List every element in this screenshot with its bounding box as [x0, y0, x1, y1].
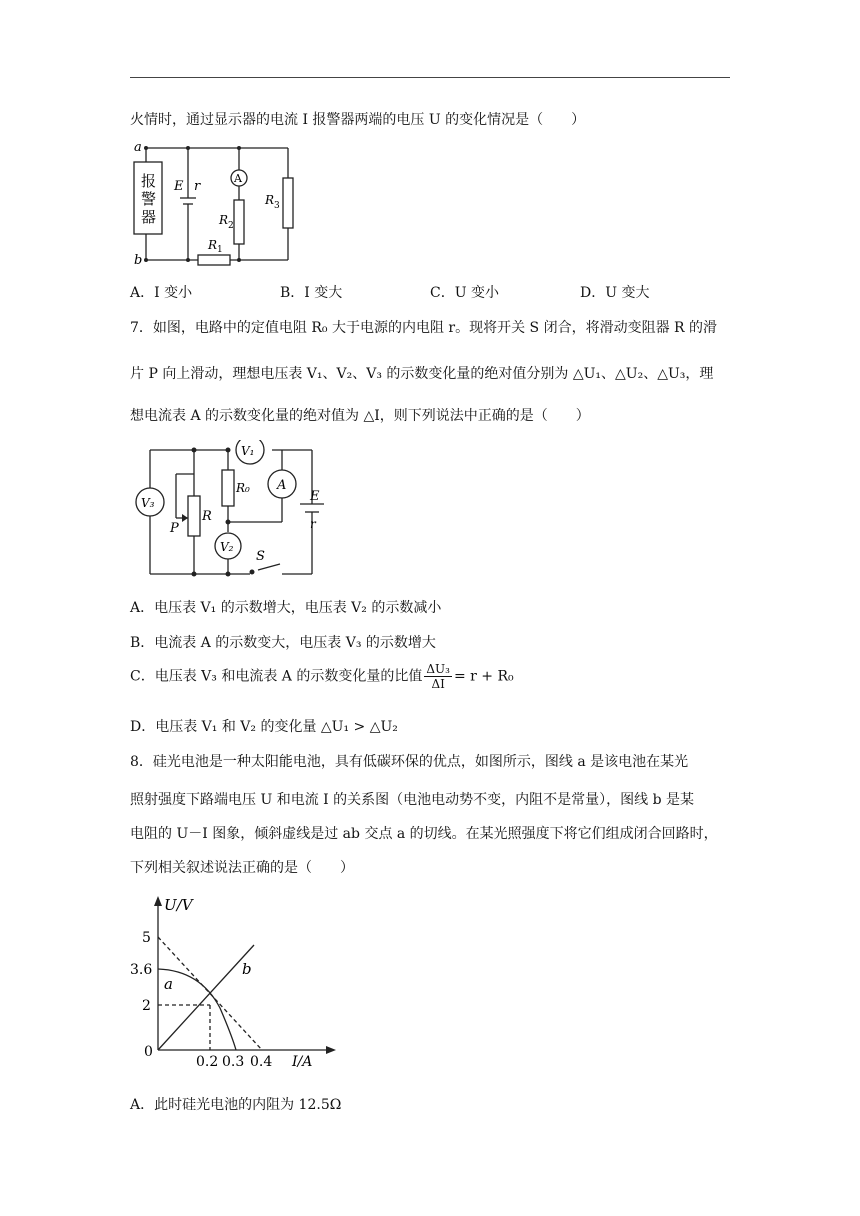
q7-label-R: R [202, 509, 212, 524]
q6-label-R1: R [208, 238, 218, 252]
q7-option-b: B．电流表 A 的示数变大，电压表 V₃ 的示数增大 [130, 635, 436, 651]
q8-y-tick-3-6: 3.6 [130, 962, 153, 978]
q7-stem-line-3: 想电流表 A 的示数变化量的绝对值为 △I，则下列说法中正确的是（ ） [130, 408, 590, 424]
q7-label-R0: R₀ [236, 481, 250, 495]
q7-label-A: A [277, 478, 287, 493]
q7-option-c-numerator: ΔU₃ [426, 662, 450, 676]
q7-label-V2: V₂ [220, 540, 234, 554]
q8-y-tick-2: 2 [142, 998, 151, 1014]
q6-alarm-char-2: 警 [141, 190, 157, 208]
q8-x-tick-0-2: 0.2 [196, 1054, 219, 1070]
q8-stem-line-3: 电阻的 U－I 图象，倾斜虚线是过 ab 交点 a 的切线。在某光照强度下将它们组成闭合回路时， [130, 826, 718, 842]
q6-option-d: D．U 变大 [580, 285, 650, 301]
q6-option-c: C．U 变小 [430, 285, 499, 301]
q8-option-a: A．此时硅光电池的内阻为 12.5Ω [130, 1097, 342, 1113]
q6-alarm-char-3: 器 [141, 208, 157, 226]
q8-origin-label: 0 [144, 1044, 153, 1060]
q6-option-b: B．I 变大 [280, 285, 343, 301]
q6-label-R1-sub: 1 [217, 245, 223, 255]
q7-label-V3: V₃ [141, 496, 155, 510]
q7-option-a: A．电压表 V₁ 的示数增大，电压表 V₂ 的示数减小 [130, 600, 442, 616]
q7-label-S: S [256, 549, 265, 564]
q7-label-r: r [310, 517, 316, 531]
q6-stem: 火情时，通过显示器的电流 I 报警器两端的电压 U 的变化情况是（ ） [130, 112, 586, 128]
q8-stem-line-4: 下列相关叙述说法正确的是（ ） [130, 860, 354, 876]
q7-option-c-fraction [424, 662, 452, 691]
q6-option-a: A．I 变小 [130, 285, 193, 301]
q6-label-r: r [194, 179, 201, 194]
q6-label-E: E [174, 179, 184, 194]
q8-x-tick-0-3: 0.3 [222, 1054, 245, 1070]
q7-option-c-denominator: ΔI [431, 677, 445, 691]
q6-alarm-char-1: 报 [141, 172, 157, 190]
q7-stem-line-2: 片 P 向上滑动，理想电压表 V₁、V₂、V₃ 的示数变化量的绝对值分别为 △U₁、△U₂、△U₃，理 [130, 366, 714, 382]
q6-label-a: a [134, 140, 142, 155]
q6-label-R3: R [265, 193, 275, 207]
q7-option-c-text: C．电压表 V₃ 和电流表 A 的示数变化量的比值 [130, 668, 423, 685]
q7-label-E: E [310, 489, 320, 504]
q6-ammeter-label: A [234, 172, 242, 185]
q8-curve-a-label: a [164, 975, 173, 993]
q7-stem-line-1: 7．如图，电路中的定值电阻 R₀ 大于电源的内电阻 r。现将开关 S 闭合，将滑动变阻器 R 的滑 [130, 320, 718, 336]
header-rule [130, 77, 730, 78]
q6-label-b: b [134, 253, 143, 268]
q6-label-R3-sub: 3 [274, 201, 280, 211]
q7-circuit-diagram [132, 440, 332, 580]
q8-x-axis-label: I/A [292, 1054, 313, 1070]
q7-label-P: P [170, 521, 179, 536]
q6-label-R2-sub: 2 [228, 221, 234, 231]
q7-option-c [130, 662, 514, 691]
q8-y-axis-label: U/V [164, 896, 193, 914]
q8-line-b-label: b [242, 960, 252, 978]
q8-stem-line-2: 照射强度下路端电压 U 和电流 I 的关系图（电池电动势不变，内阻不是常量），图线 b 是某 [130, 792, 694, 808]
q7-label-V1: V₁ [241, 444, 255, 458]
q7-option-d: D．电压表 V₁ 和 V₂ 的变化量 △U₁ > △U₂ [130, 719, 398, 735]
q8-ui-graph [128, 890, 338, 1070]
q7-option-c-result: = r + R₀ [453, 668, 514, 685]
q6-label-R2: R [219, 213, 229, 227]
q6-circuit-diagram [128, 138, 298, 268]
q8-x-tick-0-4: 0.4 [250, 1054, 273, 1070]
q8-stem-line-1: 8．硅光电池是一种太阳能电池，具有低碳环保的优点，如图所示，图线 a 是该电池在某光 [130, 754, 689, 770]
q8-y-tick-5: 5 [142, 930, 151, 946]
